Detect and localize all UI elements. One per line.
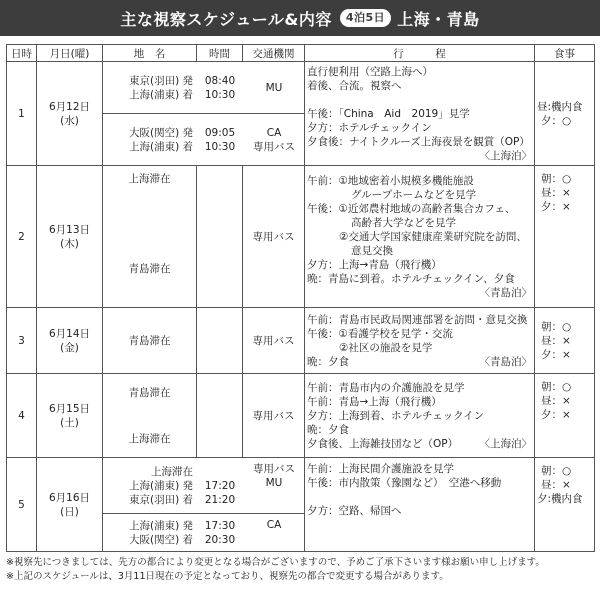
transport: 専用バス [243, 374, 305, 458]
title-main: 主な視察スケジュール&内容 [120, 9, 332, 29]
itinerary: 午前：①地域密着小規模多機能施設 グループホームなどを見学 午後：①近郊農村地域の高齢者集合カフェ、 高齢者大学などを見学 ②交通大学国家健康産業研究院を訪問、 意見交換 夕方：上海→青島（飛行機） 晩：青島に到着。ホテルチェックイン、夕食 〈青島泊〉 [305, 166, 535, 308]
meals: 朝：○ 昼：× 夕：× [535, 374, 595, 458]
meals: 朝：○ 昼：× 夕:機内食 [535, 458, 595, 552]
place: 上海滞在 青島滞在 [103, 166, 197, 308]
segment-times: 08:40 10:30 [204, 74, 236, 101]
itinerary: 午前：青島市内の介護施設を見学 午前：青島→上海（飛行機） 夕方：上海到着、ホテルチェックイン 晩：夕食 夕食後、上海雑技団など（OP） 〈上海泊〉 [305, 374, 535, 458]
overnight-stay: 〈青島泊〉 [479, 286, 532, 299]
meals: 昼:機内食 夕：○ [535, 62, 595, 166]
time [197, 308, 243, 374]
segment-places: 大阪(関空) 発 上海(浦東) 着 [103, 114, 197, 166]
segment-times: 17:30 20:30 [197, 514, 243, 551]
overnight-stay: 〈上海泊〉 [479, 149, 532, 162]
duration-badge: 4泊5日 [340, 9, 391, 27]
day-date: 6月16日 (日) [37, 458, 103, 552]
day-row-1 [7, 62, 595, 166]
header-itinerary: 行 程 [305, 45, 535, 62]
day-row-2 [7, 166, 595, 308]
place: 青島滞在 上海滞在 [103, 374, 197, 458]
segment-times: 17:20 21:20 [204, 479, 236, 506]
segment-transport: 専用バス MU [253, 463, 295, 489]
day-number: 2 [7, 166, 37, 308]
title-destination: 上海・青島 [397, 9, 480, 29]
footnote: ※上記のスケジュールは、3月11日現在の予定となっており、視察先の都合で変更する場合があります。 [6, 571, 449, 582]
time [197, 374, 243, 458]
segment-places: 上海(浦東) 発 大阪(関空) 着 [103, 514, 197, 551]
title-banner [0, 0, 600, 36]
day-date: 6月15日 (土) [37, 374, 103, 458]
transport: 専用バス [243, 308, 305, 374]
transport: 専用バス [243, 166, 305, 308]
schedule-table [6, 44, 595, 552]
header-day: 日時 [7, 45, 37, 62]
header-place: 地 名 [103, 45, 197, 62]
day-number: 3 [7, 308, 37, 374]
segment-places: 上海滞在 上海(浦東) 発 東京(羽田) 着 [128, 465, 193, 506]
itinerary: 直行便利用（空路上海へ） 着後、合流。視察へ 午後：「China Aid 2019」見学 夕方：ホテルチェックイン 夕食後：ナイトクルーズ上海夜景を観賞（OP） 〈上海泊〉 [305, 62, 535, 166]
header-transport: 交通機関 [243, 45, 305, 62]
travel-segments [103, 62, 305, 166]
schedule-table-wrapper [6, 44, 594, 550]
header-row [7, 45, 595, 62]
footnotes [6, 556, 596, 584]
header-meals: 食事 [535, 45, 595, 62]
itinerary: 午前：青島市民政局関連部署を訪問・意見交換 午後：①看護学校を見学・交流 ②社区の施設を見学 晩：夕食 〈青島泊〉 [305, 308, 535, 374]
day-number: 4 [7, 374, 37, 458]
place: 青島滞在 [103, 308, 197, 374]
day-date: 6月12日 (水) [37, 62, 103, 166]
segment-transport: MU [265, 81, 283, 94]
header-time: 時間 [197, 45, 243, 62]
day-row-3 [7, 308, 595, 374]
day-date: 6月14日 (金) [37, 308, 103, 374]
itinerary: 午前：上海民間介護施設を見学 午後：市内散策（豫園など） 空港へ移動 夕方：空路、帰国へ [305, 458, 535, 552]
overnight-stay: 〈青島泊〉 [479, 355, 532, 368]
meals: 朝：○ 昼：× 夕：× [535, 308, 595, 374]
segment-places: 東京(羽田) 発 上海(浦東) 着 [128, 74, 193, 101]
travel-segments [103, 458, 305, 552]
day-row-5 [7, 458, 595, 552]
day-number: 5 [7, 458, 37, 552]
footnote: ※視察先につきましては、先方の都合により変更となる場合がございますので、予めご了承下さいます様お願い申し上げます。 [6, 557, 545, 568]
day-row-4 [7, 374, 595, 458]
segment-transport: CA [243, 514, 305, 551]
header-date: 月日(曜) [37, 45, 103, 62]
time [197, 166, 243, 308]
overnight-stay: 〈上海泊〉 [479, 437, 532, 450]
segment-times: 09:05 10:30 [197, 114, 243, 166]
day-date: 6月13日 (木) [37, 166, 103, 308]
segment-transport: CA 専用バス [243, 114, 305, 166]
day-number: 1 [7, 62, 37, 166]
meals: 朝：○ 昼：× 夕：× [535, 166, 595, 308]
